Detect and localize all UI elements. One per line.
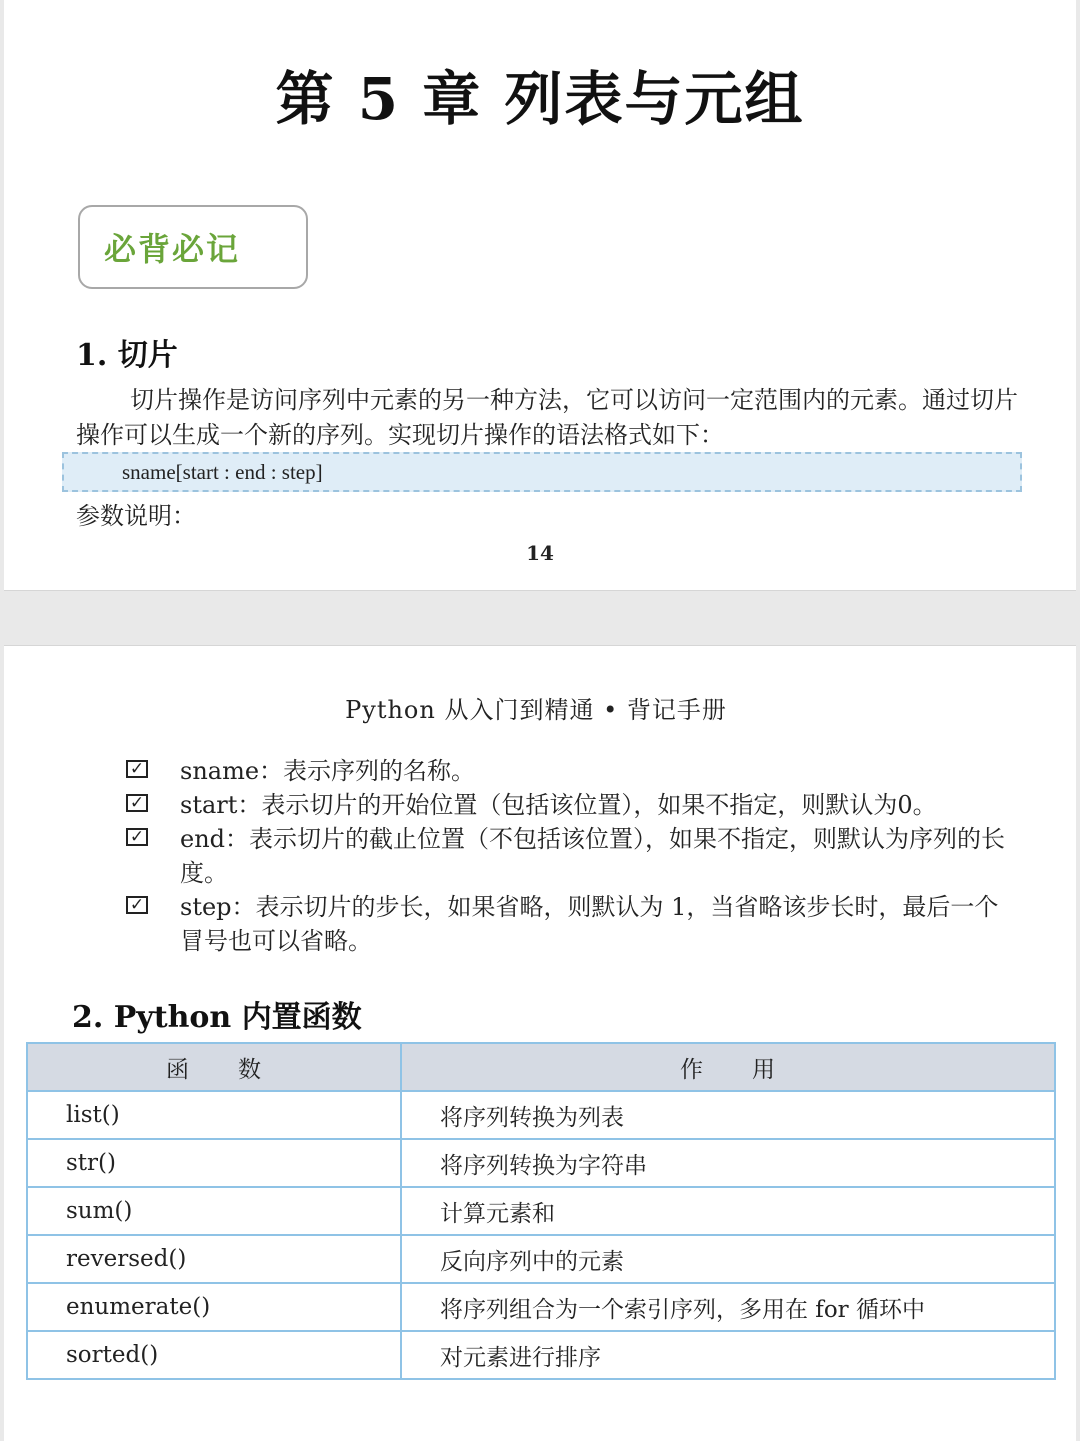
- function-name-cell: reversed(): [27, 1235, 401, 1283]
- function-name-cell: list(): [27, 1091, 401, 1139]
- function-purpose-cell: 计算元素和: [401, 1187, 1055, 1235]
- table-row: [27, 1235, 1055, 1283]
- function-purpose-cell: 对元素进行排序: [401, 1331, 1055, 1379]
- page-number: 14: [526, 541, 554, 565]
- function-name-cell: sorted(): [27, 1331, 401, 1379]
- section-heading-slicing: 1. 切片: [76, 338, 178, 373]
- document-page-1: [4, 0, 1076, 591]
- function-name-cell: enumerate(): [27, 1283, 401, 1331]
- slicing-paragraph: 切片操作是访问序列中元素的另一种方法，它可以访问一定范围内的元素。通过切片操作可以生成一个新的序列。实现切片操作的语法格式如下：: [76, 386, 1018, 449]
- list-item: [126, 822, 1016, 890]
- function-purpose-cell: 将序列转换为列表: [401, 1091, 1055, 1139]
- section-heading-builtins: 2. Python 内置函数: [72, 1000, 362, 1035]
- memo-label: 必背必记: [104, 230, 241, 268]
- list-item-text: step：表示切片的步长，如果省略，则默认为 1，当省略该步长时，最后一个冒号也可以省略。: [180, 893, 999, 955]
- function-purpose-cell: 将序列组合为一个索引序列，多用在 for 循环中: [401, 1283, 1055, 1331]
- list-item: [126, 890, 1016, 958]
- list-item: [126, 788, 1016, 822]
- function-purpose-cell: 将序列转换为字符串: [401, 1139, 1055, 1187]
- list-item-text: end：表示切片的截止位置（不包括该位置），如果不指定，则默认为序列的长度。: [180, 825, 1006, 887]
- column-header-purpose: 作 用: [401, 1043, 1055, 1091]
- builtin-functions-table: [26, 1042, 1056, 1380]
- function-purpose-cell: 反向序列中的元素: [401, 1235, 1055, 1283]
- syntax-code-box: [62, 452, 1022, 492]
- running-header: Python 从入门到精通 • 背记手册: [345, 696, 727, 724]
- table-row: [27, 1331, 1055, 1379]
- checkbox-icon: ✓: [126, 828, 148, 846]
- table-row: [27, 1091, 1055, 1139]
- column-header-function: 函 数: [27, 1043, 401, 1091]
- checkbox-icon: ✓: [126, 896, 148, 914]
- function-name-cell: sum(): [27, 1187, 401, 1235]
- memo-label-box: [78, 205, 308, 289]
- table-row: [27, 1283, 1055, 1331]
- table-row: [27, 1139, 1055, 1187]
- function-name-cell: str(): [27, 1139, 401, 1187]
- parameter-list: [126, 754, 1016, 958]
- table-header-row: [27, 1043, 1055, 1091]
- syntax-code: sname[start : end : step]: [122, 460, 323, 484]
- list-item-text: sname：表示序列的名称。: [180, 757, 476, 785]
- list-item-text: start：表示切片的开始位置（包括该位置），如果不指定，则默认为0。: [180, 791, 937, 819]
- checkbox-icon: ✓: [126, 760, 148, 778]
- list-item: [126, 754, 1016, 788]
- chapter-title: 第 5 章 列表与元组: [275, 65, 805, 133]
- table-row: [27, 1187, 1055, 1235]
- params-label: 参数说明：: [76, 502, 196, 530]
- checkbox-icon: ✓: [126, 794, 148, 812]
